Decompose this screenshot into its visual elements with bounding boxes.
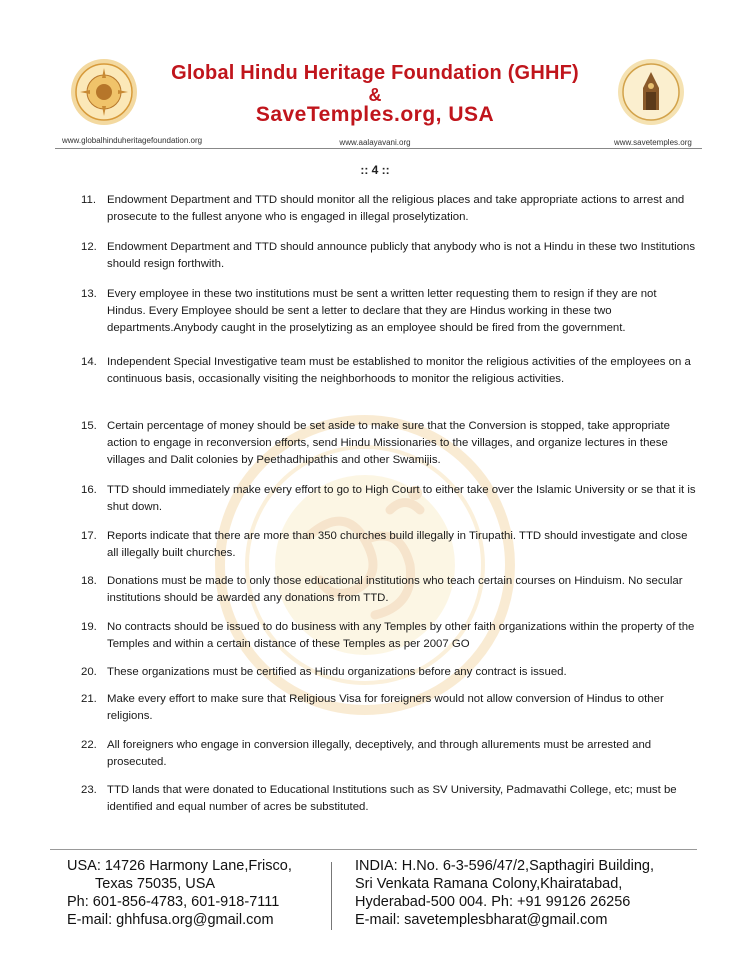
letterhead (0, 0, 750, 150)
list-item (78, 192, 698, 226)
list-item (78, 737, 698, 771)
list-item (78, 664, 698, 681)
item-text: Endowment Department and TTD should announce publicly that anybody who is not a Hindu in these two Institutions should resign forthwith. (107, 241, 696, 270)
list-item (78, 573, 698, 607)
item-text: TTD should immediately make every effort to go to High Court to either take over the Islamic University or se that it is shut down. (107, 484, 696, 513)
list-item (78, 239, 698, 273)
item-number: 16. (81, 484, 97, 496)
list-item (78, 418, 698, 469)
item-number: 23. (81, 784, 97, 796)
aalayavani-website-link[interactable]: www.aalayavani.org (339, 138, 411, 147)
page-number: :: 4 :: (360, 163, 390, 177)
item-text: No contracts should be issued to do business with any Temples by other faith organizations within the property of the Temples and within a certain distance of these Temples as per 2007 GO (107, 621, 695, 650)
list-item (78, 691, 698, 725)
title-ampersand: & (368, 85, 382, 105)
item-text: Make every effort to make sure that Religious Visa for foreigners would not allow conversion of Hindus to other religions. (107, 693, 664, 722)
foundation-title: Global Hindu Heritage Foundation (GHHF) (171, 62, 579, 84)
list-item (78, 354, 698, 388)
item-number: 15. (81, 420, 97, 432)
usa-address-line2: Texas 75035, USA (95, 876, 216, 892)
india-email[interactable]: E-mail: savetemplesbharat@gmail.com (355, 912, 608, 928)
item-text: Donations must be made to only those educational institutions who teach certain courses on Hinduism. No secular institutions should be awarded any donations from TTD. (107, 575, 683, 604)
item-text: Independent Special Investigative team must be established to monitor the religious activities of the employees on a continuous basis, occasionally visiting the neighborhoods to monitor the religious activities. (107, 356, 691, 385)
item-number: 18. (81, 575, 97, 587)
item-text: All foreigners who engage in conversion illegally, deceptively, and through allurements must be arrested and prosecuted. (107, 739, 652, 768)
list-item (78, 286, 698, 337)
item-number: 22. (81, 739, 97, 751)
footer-column-separator (331, 862, 332, 930)
item-text: Certain percentage of money should be set aside to make sure that the Conversion is stopped, take appropriate action to engage in reconversion efforts, send Hindu Missionaries to the villages, and organize lectures in these villages and Dalit colonies by Peethadhipathis and other Swamijis. (107, 420, 670, 466)
item-number: 19. (81, 621, 97, 633)
india-address-block (355, 857, 705, 929)
item-number: 11. (81, 194, 96, 206)
usa-address-block (67, 857, 337, 929)
footer-divider (50, 849, 697, 850)
item-number: 14. (81, 356, 97, 368)
india-address-line1: INDIA: H.No. 6-3-596/47/2,Sapthagiri Building, (355, 858, 655, 874)
item-text: Every employee in these two institutions must be sent a written letter requesting them to resign if they are not Hindus. Every Employee should be sent a letter to declare that they are Hindus working in these two departments.Anybody caught in the proselytizing as an employee should be fired from the government. (107, 288, 657, 334)
usa-phone: Ph: 601-856-4783, 601-918-7111 (67, 894, 280, 910)
savetemples-website-link[interactable]: www.savetemples.org (614, 138, 692, 147)
savetemples-logo (617, 58, 685, 126)
list-item (78, 619, 698, 653)
usa-address-line1: USA: 14726 Harmony Lane,Frisco, (67, 858, 292, 874)
list-item (78, 482, 698, 516)
item-text: Reports indicate that there are more than 350 churches build illegally in Tirupathi. TTD should investigate and close all illegally built churches. (107, 530, 688, 559)
ghhf-website-link[interactable]: www.globalhinduheritagefoundation.org (62, 136, 203, 145)
item-text: These organizations must be certified as Hindu organizations before any contract is issued. (107, 666, 567, 678)
item-text: Endowment Department and TTD should monitor all the religious places and take appropriate actions to arrest and prosecute to the fullest anyone who is engaged in illegal proselytization. (107, 194, 685, 223)
item-number: 17. (81, 530, 97, 542)
item-number: 21. (81, 693, 97, 705)
savetemples-title: SaveTemples.org, USA (255, 103, 495, 126)
list-item (78, 782, 698, 816)
header-divider (55, 148, 702, 149)
list-item (78, 528, 698, 562)
item-number: 12. (81, 241, 97, 253)
usa-email[interactable]: E-mail: ghhfusa.org@gmail.com (67, 912, 274, 928)
india-phone: Hyderabad-500 004. Ph: +91 99126 26256 (355, 894, 631, 910)
item-number: 13. (81, 288, 97, 300)
india-address-line2: Sri Venkata Ramana Colony,Khairatabad, (355, 876, 623, 892)
item-number: 20. (81, 666, 97, 678)
item-text: TTD lands that were donated to Educational Institutions such as SV University, Padmavathi College, etc; must be identified and equal number of acres be substituted. (107, 784, 677, 813)
